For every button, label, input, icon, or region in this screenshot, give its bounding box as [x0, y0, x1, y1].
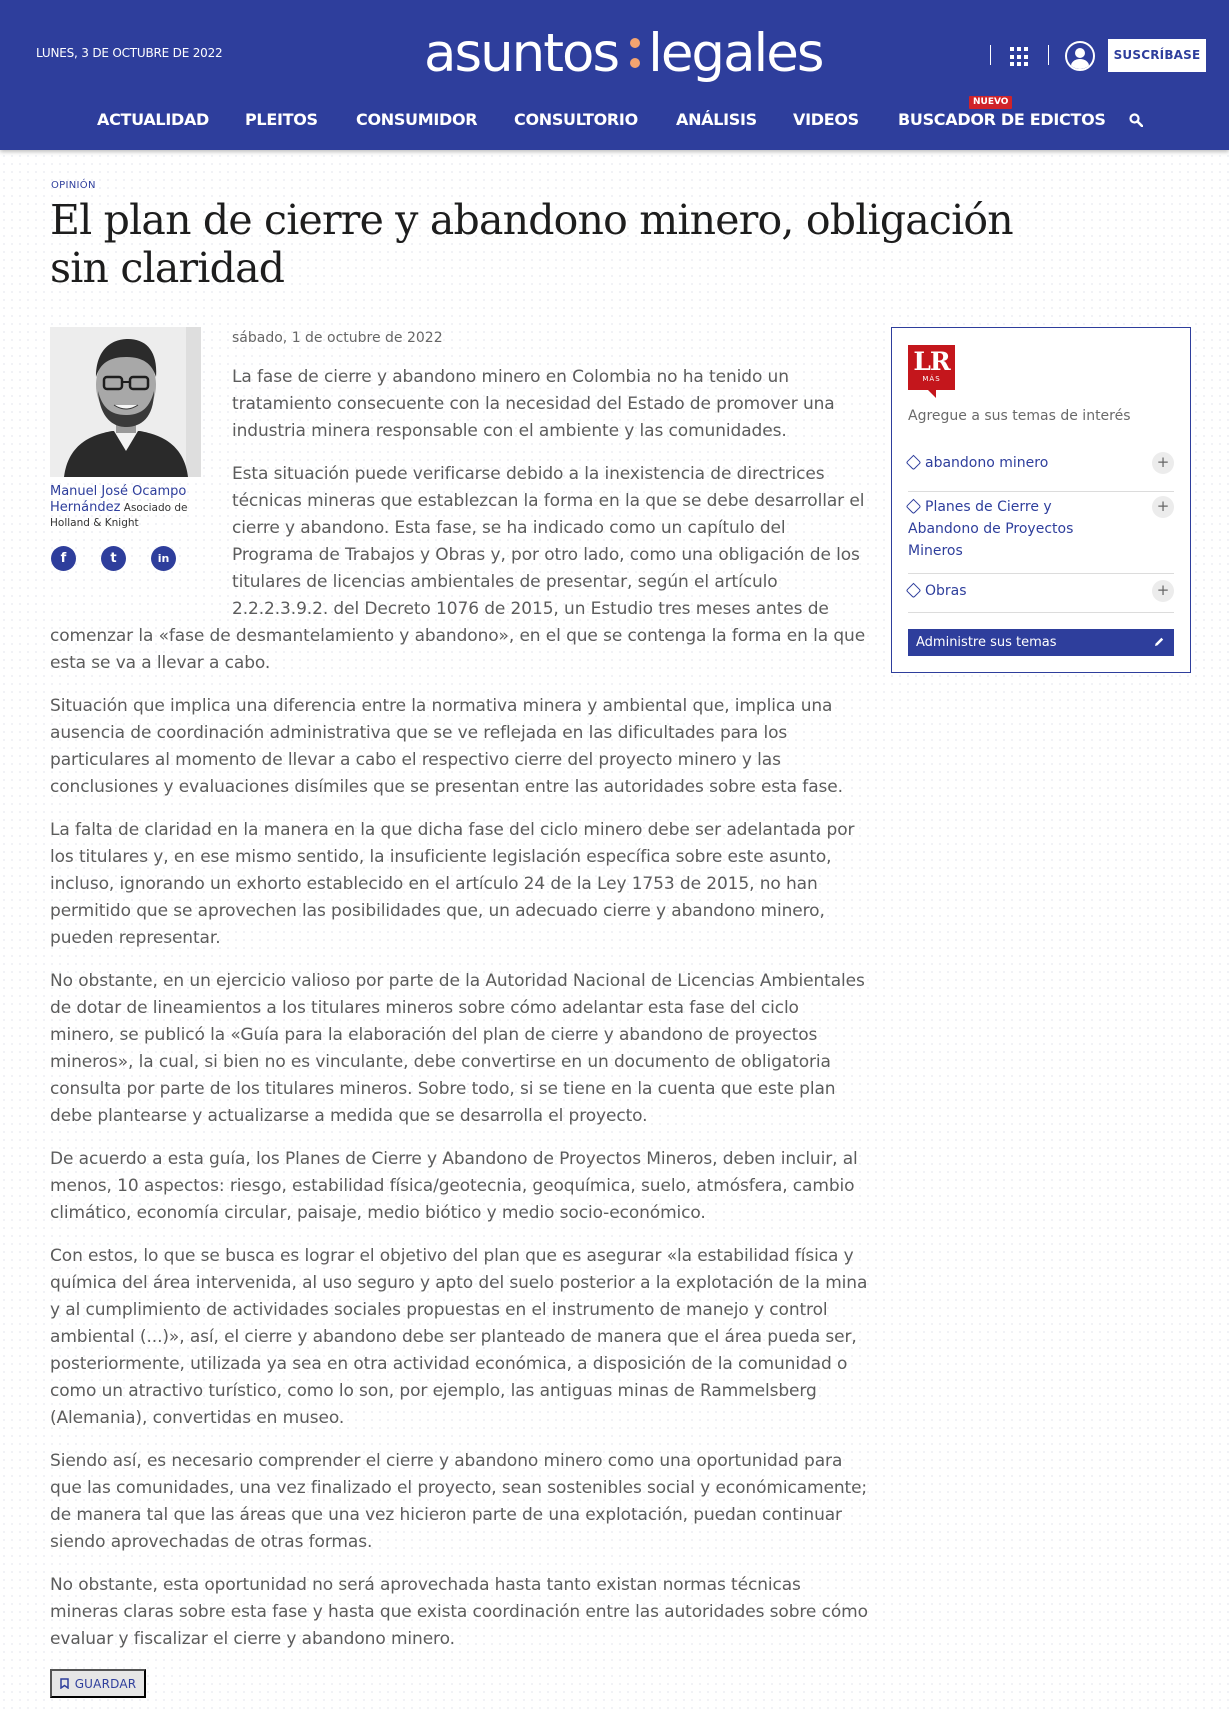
header-date: LUNES, 3 DE OCTUBRE DE 2022 — [36, 46, 223, 60]
tag-icon — [906, 583, 922, 599]
article-paragraph: No obstante, en un ejercicio valioso por parte de la Autoridad Nacional de Licencias Ambientales de dotar de lineamientos a los titulares mineros sobre cómo adelantar esta fase del ciclo minero, se publicó la «Guía para la elaboración del plan de cierre y abandono de proyectos mineros», la cual, si bien no es vinculante, debe convertirse en un documento de obligatoria consulta por parte de los titulares mineros. Sobre todo, si se tiene en la cuenta que este plan debe plantearse y actualizarse a medida que se desarrolla el proyecto. — [50, 971, 865, 1126]
save-button[interactable] — [50, 1669, 146, 1698]
author-column-spacer — [50, 364, 232, 612]
article-paragraph: Siendo así, es necesario comprender el cierre y abandono minero como una oportunidad para que las comunidades, una vez finalizado el proyecto, sean sostenibles social y económicamente; de manera tal que las áreas que una vez hicieron parte de una explotación, puedan continuar siendo aprovechadas de otras formas. — [50, 1451, 868, 1552]
add-topic-button[interactable]: + — [1152, 580, 1174, 602]
manage-topics-label: Administre sus temas — [916, 635, 1057, 650]
article-paragraph: La falta de claridad en la manera en la que dicha fase del ciclo minero debe ser adelantada por los titulares y, en ese mismo sentido, la insuficiente legislación específica sobre este asunto, incluso, ignorando un exhorto establecido en el artículo 24 de la Ley 1753 de 2015, no han permitido que se aprovechen las posibilidades que, un adecuado cierre y abandono minero, pueden representar. — [50, 820, 855, 948]
lr-logo-text: LR — [913, 347, 950, 376]
facebook-share-icon[interactable]: f — [51, 546, 76, 571]
lr-mas-logo — [908, 345, 955, 390]
manage-topics-button[interactable] — [908, 629, 1174, 656]
author-role: Asociado de Holland & Knight — [50, 502, 188, 529]
linkedin-share-icon[interactable]: in — [151, 546, 176, 571]
nav-item-actualidad[interactable]: ACTUALIDAD — [97, 110, 210, 129]
logo-colon — [630, 28, 640, 78]
lr-logo-sub: MÁS — [922, 375, 941, 383]
nav-item-consumidor[interactable]: CONSUMIDOR — [356, 110, 478, 129]
logo-right-word: legales — [648, 22, 823, 84]
sidebar-subtitle: Agregue a sus temas de interés — [908, 408, 1131, 424]
publish-date: sábado, 1 de octubre de 2022 — [232, 330, 443, 346]
apps-grid-icon[interactable] — [1010, 47, 1030, 67]
new-badge: NUEVO — [969, 96, 1012, 109]
article-title: El plan de cierre y abandono minero, obligación sin claridad — [50, 196, 1013, 292]
topic-item[interactable] — [908, 496, 1174, 574]
topic-label: Obras — [925, 583, 967, 599]
nav-item-pleitos[interactable]: PLEITOS — [245, 110, 318, 129]
subscribe-button[interactable]: SUSCRÍBASE — [1108, 39, 1206, 72]
bookmark-icon — [60, 1678, 69, 1689]
article-paragraph: Situación que implica una diferencia entre la normativa minera y ambiental que, implica una ausencia de coordinación administrativa que se ve reflejada en las dificultades para los particulares al momento de llevar a cabo el respectivo cierre del proyecto minero y las conclusiones y evaluaciones disímiles que se presentan entre las autoridades sobre esta fase. — [50, 696, 843, 797]
topic-label: Planes de Cierre y Abandono de Proyectos Mineros — [908, 499, 1074, 559]
pencil-icon — [1153, 636, 1165, 648]
tag-icon — [906, 455, 922, 471]
nav-item-consultorio[interactable]: CONSULTORIO — [514, 110, 638, 129]
author-name[interactable]: Manuel José Ocampo Hernández — [50, 484, 187, 515]
header-divider — [990, 45, 991, 65]
add-topic-button[interactable]: + — [1152, 496, 1174, 518]
nav-item-buscador-de-edictos[interactable]: BUSCADOR DE EDICTOS — [898, 110, 1106, 129]
save-label: GUARDAR — [74, 1676, 137, 1691]
add-topic-button[interactable]: + — [1152, 452, 1174, 474]
main-nav — [0, 100, 1229, 140]
header-divider — [1048, 45, 1049, 65]
search-icon[interactable] — [1129, 113, 1143, 127]
article-paragraph: Con estos, lo que se busca es lograr el objetivo del plan que es asegurar «la estabilidad física y química del área intervenida, al uso seguro y apto del suelo posterior a la explotación de la mina y al cumplimiento de actividades sociales propuestas en el instrumento de manejo y control ambiental (...)», así, el cierre y abandono debe ser planteado de manera que el área pueda ser, posteriormente, utilizada ya sea en otra actividad económica, a disposición de la comunidad o como un atractivo turístico, como lo son, por ejemplo, las antiguas minas de Rammelsberg (Alemania), convertidas en museo. — [50, 1246, 868, 1428]
logo-left-word: asuntos — [424, 22, 619, 84]
article-paragraph: De acuerdo a esta guía, los Planes de Cierre y Abandono de Proyectos Mineros, deben incluir, al menos, 10 aspectos: riesgo, estabilidad física/geotecnia, geoquímica, suelo, atmósfera, cambio climático, economía circular, paisaje, medio biótico y medio socio-económico. — [50, 1149, 858, 1223]
topic-item[interactable] — [908, 452, 1174, 492]
article-paragraph: La fase de cierre y abandono minero en Colombia no ha tenido un tratamiento consecuente con la necesidad del Estado de promover una industria minera responsable con el ambiente y las comunidades. — [232, 367, 835, 441]
nav-item-videos[interactable]: VIDEOS — [793, 110, 859, 129]
site-logo[interactable] — [424, 18, 823, 88]
site-header — [0, 0, 1229, 150]
topics-sidebar — [891, 327, 1191, 673]
article-body — [50, 364, 868, 1669]
article-paragraph: Esta situación puede verificarse debido a la inexistencia de directrices técnicas mineras que establezcan la forma en la que se debe desarrollar el cierre y abandono. Esta fase, se ha indicado como un capítulo del Programa de Trabajos y Obras y, por otro lado, como una obligación de los titulares de licencias ambientales de presentar, según el artículo 2.2.2.3.9.2. del Decreto 1076 de 2015, un Estudio tres meses antes de comenzar la «fase de desmantelamiento y abandono», en el que se contenga la forma en la que esta se va a llevar a cabo. — [50, 464, 866, 673]
twitter-share-icon[interactable]: t — [101, 546, 126, 571]
section-tag[interactable]: OPINIÓN — [51, 180, 96, 191]
topic-label: abandono minero — [925, 455, 1049, 471]
topic-item[interactable] — [908, 580, 1174, 613]
nav-item-analisis[interactable]: ANÁLISIS — [676, 110, 757, 129]
tag-icon — [906, 499, 922, 515]
article-paragraph: No obstante, esta oportunidad no será aprovechada hasta tanto existan normas técnicas mineras claras sobre esta fase y hasta que exista coordinación entre las autoridades sobre cómo evaluar y fiscalizar el cierre y abandono minero. — [50, 1575, 868, 1649]
user-icon[interactable] — [1065, 41, 1095, 71]
